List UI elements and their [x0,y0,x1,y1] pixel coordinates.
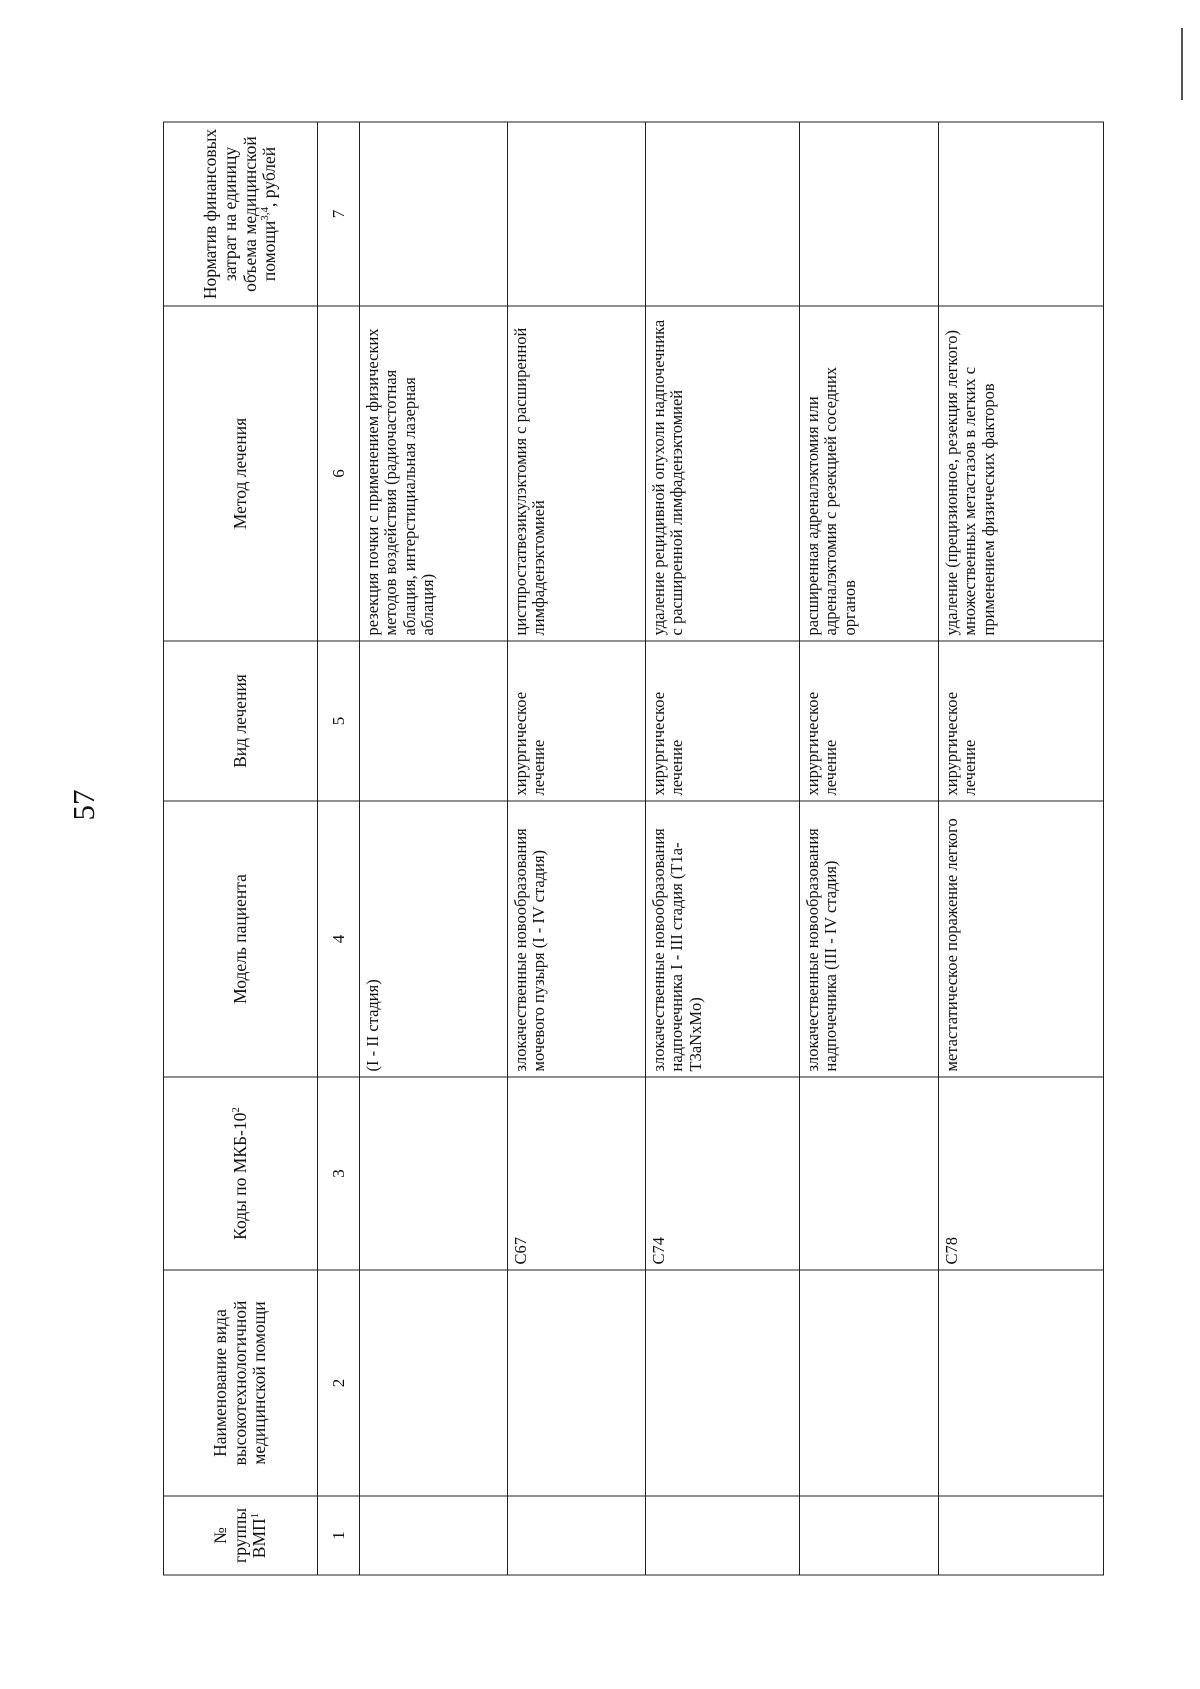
header-cell-codes [164,1077,318,1270]
column-number: 5 [318,641,360,801]
header-label: Коды по МКБ-10 [229,1112,250,1240]
cell-codes: C78 [939,1077,1104,1270]
header-label-suffix: , рублей [259,146,280,207]
cell-norm [646,122,800,306]
header-cell-name [164,1270,318,1496]
cell-codes: C74 [646,1077,800,1270]
column-number: 3 [318,1077,360,1270]
cell-type [360,641,508,801]
cell-model: (I - II стадия) [360,801,508,1077]
cell-codes: C67 [508,1077,646,1270]
page-number: 57 [66,789,101,821]
header-cell-norm [164,122,318,306]
header-cell-type [164,641,318,801]
cell-model: злокачественные новообразования мочевого пузыря (I - IV стадия) [508,801,646,1077]
table-row [800,122,939,1575]
header-cell-method [164,306,318,641]
cell-method: удаление (прецизионное, резекция легкого) множественных метастазов в легких с применением физических факторов [939,306,1104,641]
header-row [164,122,318,1575]
cell-type: хирургическое лечение [508,641,646,801]
cell-type: хирургическое лечение [939,641,1104,801]
cell-codes [800,1077,939,1270]
cell-norm [800,122,939,306]
column-number: 2 [318,1270,360,1496]
cell-type: хирургическое лечение [646,641,800,801]
column-number: 1 [318,1496,360,1575]
footnote-mark: 3,4 [259,206,272,221]
header-label: Метод лечения [229,417,250,530]
cell-group [646,1496,800,1575]
column-number: 7 [318,122,360,306]
cell-type: хирургическое лечение [800,641,939,801]
header-label: Модель пациента [229,874,250,1004]
cell-method: цистпростатвезикулэктомия с расширенной лимфаденэктомией [508,306,646,641]
column-number: 4 [318,801,360,1077]
table-row [508,122,646,1575]
table-row [939,122,1104,1575]
cell-model: злокачественные новообразования надпочечника (III - IV стадия) [800,801,939,1077]
cell-name [800,1270,939,1496]
table-row [360,122,508,1575]
column-number: 6 [318,306,360,641]
header-cell-model [164,801,318,1077]
cell-group [360,1496,508,1575]
header-cell-group [164,1496,318,1575]
cell-method: расширенная адреналэктомия или адреналэктомия с резекцией соседних органов [800,306,939,641]
cell-group [508,1496,646,1575]
header-label: Вид лечения [229,674,250,768]
header-label: № группы ВМП [210,1508,270,1563]
cell-group [800,1496,939,1575]
cell-name [360,1270,508,1496]
cell-codes [360,1077,508,1270]
cell-model: метастатическое поражение легкого [939,801,1104,1077]
rotated-table-container [163,123,1103,1576]
cell-norm [360,122,508,306]
cell-norm [939,122,1104,306]
cell-name [939,1270,1104,1496]
vmp-table [163,122,1104,1576]
cell-name [508,1270,646,1496]
header-label: Норматив финансовых затрат на единицу объема медицинской помощи [200,128,280,300]
table-row [646,122,800,1575]
header-label: Наименование вида высокотехнологичной медицинской помощи [210,1300,270,1466]
cell-model: злокачественные новообразования надпочечника I - III стадия (T1a-T3aNxMo) [646,801,800,1077]
cell-group [939,1496,1104,1575]
footnote-mark: 2 [229,1107,242,1113]
cell-name [646,1270,800,1496]
cell-norm [508,122,646,306]
cell-method: резекция почки с применением физических методов воздействия (радиочастотная аблация, интерстициальная лазерная аблация) [360,306,508,641]
footnote-mark: 1 [249,1512,262,1519]
cell-method: удаление рецидивной опухоли надпочечника с расширенной лимфаденэктомией [646,306,800,641]
column-number-row [318,122,360,1575]
scan-edge-line [1181,28,1183,100]
